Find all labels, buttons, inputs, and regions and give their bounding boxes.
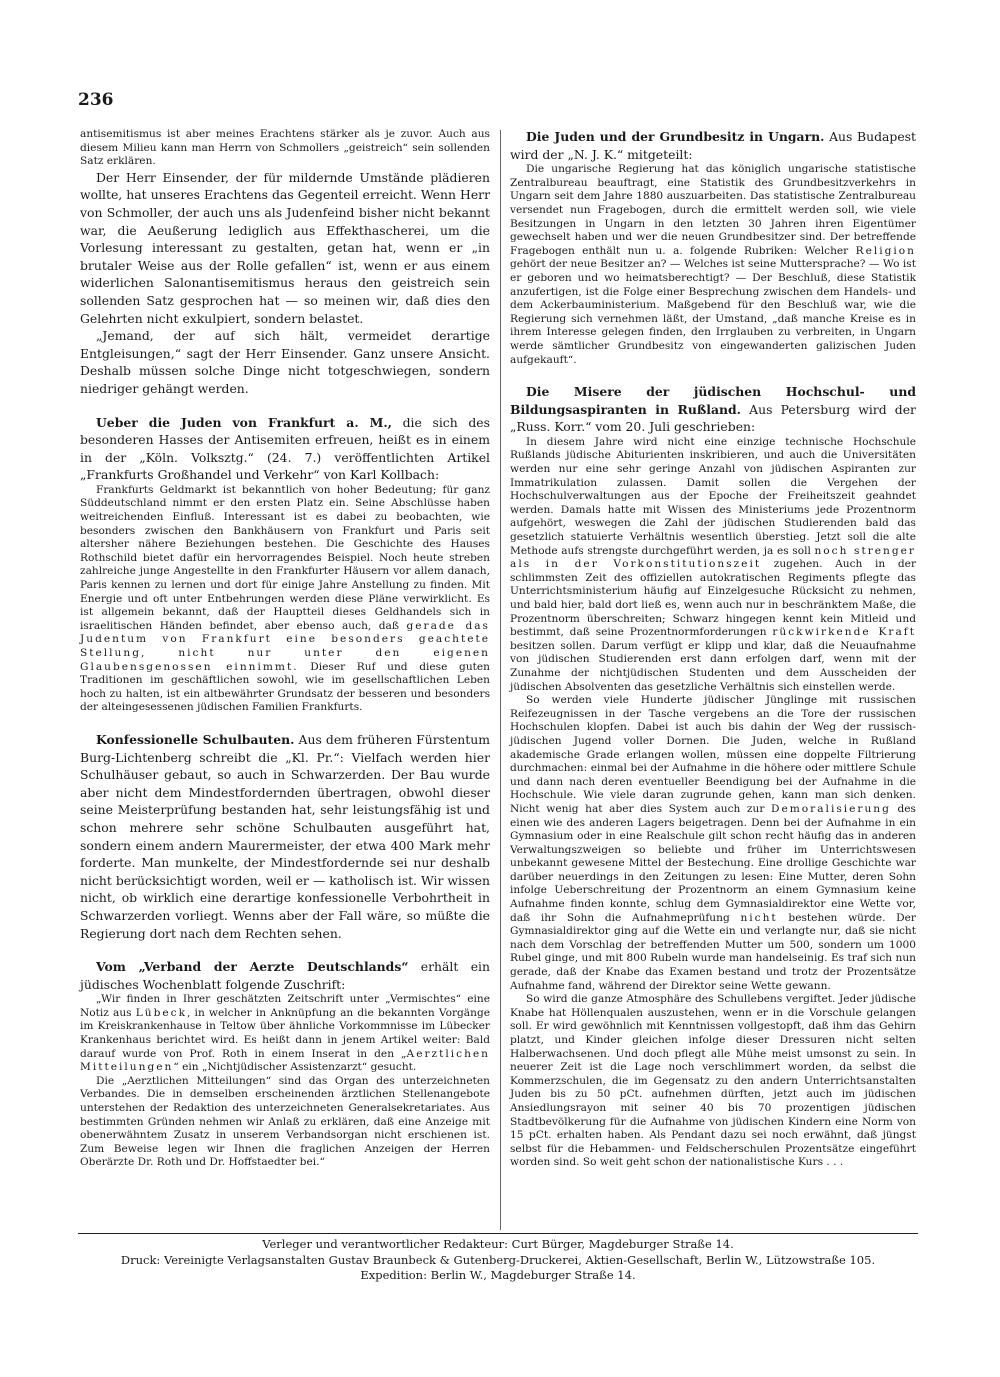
continued-paragraph: antisemitismus ist aber meines Erachtens stärker als je zuvor. Auch aus diesem Milieu kann man Herrn von Schmollers „geistreich“ sein sollenden Satz erklären.: [80, 128, 490, 168]
article-ungarn-heading: Die Juden und der Grundbesitz in Ungarn.: [526, 129, 825, 144]
article-paragraph: Der Herr Einsender, der für mildernde Umstände plädieren wollte, hat unseres Erachtens das Gegenteil erreicht. Wenn Herr von Schmoller, der auch uns als Judenfeind bisher nicht bekannt war, die Aeußerung lediglich aus Effekthascherei, um die Vorlesung interessant zu gestalten, getan hat, wenn er „in brutaler Weise aus der Rolle gefallen“ ist, wenn er aus einem widerlichen Salonantisemitismus heraus den geistreich sein sollenden Satz gesprochen hat — so meinen wir, daß dies den Gelehrten nicht exkulpiert, sondern belastet.: [80, 169, 490, 326]
imprint-publisher: Verleger und verantwortlicher Redakteur: Curt Bürger, Magdeburger Straße 14.: [262, 1237, 734, 1251]
article-aerzte-quote: Die „Aerztlichen Mitteilungen“ sind das Organ des unterzeichneten Verbandes. Die in demselben erscheinenden ärztlichen Stellenangebote unterstehen der Redaktion des unterzeichneten Generalsekretariates. Aus bestimmten Gründen nehmen wir Anlaß zu erklären, daß eine Anzeige mit obenerwähntem Zusatz in unserem Verbandsorgan nicht erschienen ist. Zum Beweise legen wir Ihnen die fraglichen Anzeigen der Herren Oberärzte Dr. Roth und Dr. Hoffstaedter bei.“: [80, 1074, 490, 1169]
article-schulbauten-heading: Konfessionelle Schulbauten.: [96, 731, 295, 747]
article-aerzte-heading: Vom „Verband der Aerzte Deutschlands“: [96, 959, 409, 975]
article-aerzte-intro: Vom „Verband der Aerzte Deutschlands“ erhält ein jüdisches Wochenblatt folgende Zuschrift:: [80, 959, 490, 992]
imprint-expedition: Expedition: Berlin W., Magdeburger Straße 14.: [360, 1268, 636, 1282]
article-paragraph: „Jemand, der auf sich hält, vermeidet derartige Entgleisungen,“ sagt der Herr Einsender. Ganz unsere Ansicht. Deshalb müssen solche Dinge nicht totgeschwiegen, sondern niedriger gehängt werden.: [80, 328, 490, 396]
article-frankfurt-heading: Ueber die Juden von Frankfurt a. M.,: [96, 414, 392, 430]
page-number: 236: [78, 90, 114, 110]
article-russland-quote: In diesem Jahre wird nicht eine einzige technische Hochschule Rußlands jüdische Abiturienten inskribieren, und auch die Universitäten werden nur eine sehr geringe Anzahl von jüdischen Aspiranten zur Immatrikulation zulassen. Damit sollen die Vergehen der Hochschulverwaltungen aus der Epoche der Freiheitszeit geahndet werden. Damals hatte mit Wissen des Ministeriums jede Prozentnorm aufgehört, weswegen die Zahl der jüdischen Studierenden bald das gesetzlich statuierte Verhältnis wesentlich überstieg. Jetzt soll die alte Methode aufs strengste durchgeführt werden, ja es soll noch strenger als in der Vorkonstitutionszeit zugehen. Auch in der schlimmsten Zeit des offiziellen autokratischen Regiments pflegte das Unterrichtsministerium häufig auf Einzelgesuche Rücksicht zu nehmen, und bald hier, bald dort ließ es, wenn auch nur in beschränktem Maße, die Prozentnorm überschreiten; Schwarz hingegen kennt kein Mitleid und bestimmt, daß seine Prozentnormforderungen rückwirkende Kraft besitzen sollen. Darum verfügt er klipp und klar, daß die Neuaufnahme von jüdischen Studierenden erst dann erfolgen darf, wenn mit der Zunahme der nichtjüdischen Studenten und dem Ausscheiden der jüdischen Absolventen das gesetzliche Verhältnis sich einstellen werde.: [510, 435, 917, 693]
article-russland-intro: Die Misere der jüdischen Hochschul- und Bildungsaspiranten in Rußland. Aus Petersburg wird der „Russ. Korr.“ vom 20. Juli geschrieben:: [510, 384, 916, 435]
column-divider: [500, 130, 501, 1230]
footer-rule: [78, 1233, 918, 1234]
imprint-printer: Druck: Vereinigte Verlagsanstalten Gustav Braunbeck & Gutenberg-Druckerei, Aktien-Gesellschaft, Berlin W., Lützowstraße 105.: [120, 1253, 876, 1267]
article-aerzte-quote: „Wir finden in Ihrer geschätzten Zeitschrift unter „Vermischtes“ eine Notiz aus Lübeck, in welcher in Anknüpfung an die bekannten Vorgänge im Kreiskrankenhause in Teltow über ähnliche Vorkommnisse im Lübecker Krankenhaus berichtet wird. Es heißt dann in jenem Artikel weiter: Bald darauf wurde von Prof. Roth in einem Inserat in den „Aerztlichen Mitteilungen“ ein „Nichtjüdischer Assistenzarzt“ gesucht.: [80, 993, 490, 1074]
right-column: [510, 128, 916, 1170]
article-frankfurt-quote: Frankfurts Geldmarkt ist bekanntlich von hoher Bedeutung; für ganz Süddeutschland nimmt er den ersten Platz ein. Seine Abschlüsse haben weitreichenden Einfluß. Interessant ist es dabei zu beobachten, wie besonders zwischen den Bankhäusern von Frankfurt und Paris seit altersher nähere Beziehungen bestehen. Die Geschichte des Hauses Rothschild bietet dafür ein hervorragendes Beispiel. Noch heute streben zahlreiche junge Angestellte in den Frankfurter Häusern vor allem danach, Paris kennen zu lernen und dort für einige Jahre Anstellung zu finden. Mit Energie und oft unter Entbehrungen werden diese Pläne verwirklicht. Es ist allgemein bekannt, daß der Hauptteil dieses Geldhandels sich in israelitischen Händen befindet, aber ebenso auch, daß gerade das Judentum von Frankfurt eine besonders geachtete Stellung, nicht nur unter den eigenen Glaubensgenossen einnimmt. Dieser Ruf und diese guten Traditionen im geschäftlichen sowohl, wie im gesellschaftlichen Leben hoch zu halten, ist ein altbewährter Grundsatz der besseren und besonders der alteingesessenen jüdischen Familien Frankfurts.: [80, 483, 490, 714]
article-ungarn-quote: Die ungarische Regierung hat das königlich ungarische statistische Zentralbureau beauftragt, eine Statistik des Grundbesitzverkehrs in Ungarn seit dem Jahre 1880 auszuarbeiten. Das statistische Zentralbureau versendet nun Fragebogen, durch die ermittelt werden soll, wie viele Besitzungen in Ungarn in den letzten 30 Jahren ihren Eigentümer gewechselt haben und wer die neuen Grundbesitzer sind. Der betreffende Fragebogen enthält nun u. a. folgende Rubriken: Welcher Religion gehört der neue Besitzer an? — Welches ist seine Muttersprache? — Wo ist er geboren und wo heimatsberechtigt? — Der Beschluß, diese Statistik anzufertigen, ist die Folge einer Besprechung zwischen dem Handels- und dem Ackerbauministerium. Maßgebend für den Beschluß war, wie die Regierung sich vernehmen läßt, der Umstand, „daß manche Kreise es in ihrem Interesse gelegen finden, den Irrglauben zu verbreiten, in Ungarn werde sämtlicher Grundbesitz von eingewanderten galizischen Juden aufgekauft“.: [510, 163, 916, 366]
article-russland-quote: So wird die ganze Atmosphäre des Schullebens vergiftet. Jeder jüdische Knabe hat Höllenqualen auszustehen, wenn er in die Vorschule gelangen soll. Er wird gewöhnlich mit Kenntnissen vollgestopft, daß ihm das Gehirn platzt, und Kinder gleichen infolge dieser Dressuren nicht selten Halberwachsenen. Und doch pflegt alle Mühe meist umsonst zu sein. In neuerer Zeit ist die Lage noch verschlimmert worden, da selbst die Kommerzschulen, die im Gegensatz zu den andern Unterrichtsanstalten Juden bis zu 50 pCt. aufnehmen dürften, jetzt auch im jüdischen Ansiedlungsrayon mit seiner 40 bis 70 prozentigen jüdischen Stadtbevölkerung für die Aufnahme von jüdischen Kindern eine Norm von 15 pCt. erhalten haben. Als Pendant dazu sei noch erwähnt, daß jüngst selbst für die Hebammen- und Feldscherschulen Prozentsätze eingeführt worden sind. So weit geht schon der nationalistische Kurs . . .: [510, 993, 916, 1169]
article-schulbauten: Konfessionelle Schulbauten. Aus dem früheren Fürstentum Burg-Lichtenberg schreibt die „Kl. Pr.“: Vielfach werden hier Schulhäuser gebaut, so auch in Schwarzerden. Der Bau wurde aber nicht dem Mindestfordernden übertragen, obwohl dieser seine Meisterprüfung bestanden hat, sehr leistungsfähig ist und schon mehrere sehr schöne Schulbauten ausgeführt hat, sondern einem andern Maurermeister, der etwa 400 Mark mehr forderte. Man munkelte, der Mindestfordernde sei nur deshalb nicht berücksichtigt worden, weil er — katholisch ist. Wir wissen nicht, ob wirklich eine derartige konfessionelle Verbohrtheit in Schwarzerden vorliegt. Wenns aber der Fall wäre, so müßte die Regierung dort nach dem Rechten sehen.: [80, 731, 490, 941]
article-russland-heading: Die Misere der jüdischen Hochschul- und Bildungsaspiranten in Rußland.: [510, 384, 916, 417]
article-russland-quote: So werden viele Hunderte jüdischer Jünglinge mit russischen Reifezeugnissen in der Tasche vergebens an die Tore der russischen Hochschulen klopfen. Dabei ist auch bis dahin der Weg der russisch-jüdischen Jugend voller Dornen. Die Juden, welche in Rußland akademische Grade erlangen wollen, müssen eine doppelte Filtrierung durchmachen: einmal bei der Aufnahme in die höhere oder mittlere Schule und dann nach deren eventueller Beendigung bei der Aufnahme in die Hochschule. Wie viele daran zugrunde gehen, kann man sich denken. Nicht wenig hat aber dies System auch zur Demoralisierung des einen wie des anderen Lagers beigetragen. Denn bei der Aufnahme in ein Gymnasium oder in eine Realschule gilt schon recht häufig das in anderen Verwaltungszweigen so beliebte und früher im Unterrichtswesen unbekannt gewesene Mittel der Bestechung. Eine drollige Geschichte war darüber neuerdings in den Zeitungen zu lesen: Eine Mutter, deren Sohn infolge Ueberschreitung der Prozentnorm an einem Gymnasium keine Aufnahme finden konnte, schlug dem Gymnasialdirektor eine Wette vor, daß ihr Sohn die Aufnahmeprüfung nicht bestehen würde. Der Gymnasialdirektor ging auf die Wette ein und verlangte nur, daß sie nicht nach dem Vorschlag der betreffenden Mutter um 500, sondern um 1000 Rubel ginge, und mit 800 Rubeln wurde man handelseinig. Es traf sich nun gerade, daß der Knabe das Examen bestand und trotz der Prozentsätze Aufnahme fand, während der Direktor seine Wette gewann.: [510, 694, 916, 992]
article-frankfurt-intro: Ueber die Juden von Frankfurt a. M., die sich des besonderen Hasses der Antisemiten erfreuen, heißt es in einem in der „Köln. Volksztg.“ (24. 7.) veröffentlichten Artikel „Frankfurts Großhandel und Verkehr“ von Karl Kollbach:: [80, 414, 490, 483]
article-ungarn-intro: Die Juden und der Grundbesitz in Ungarn. Aus Budapest wird der „N. J. K.“ mitgeteilt:: [510, 129, 916, 162]
left-column: [80, 128, 490, 1170]
